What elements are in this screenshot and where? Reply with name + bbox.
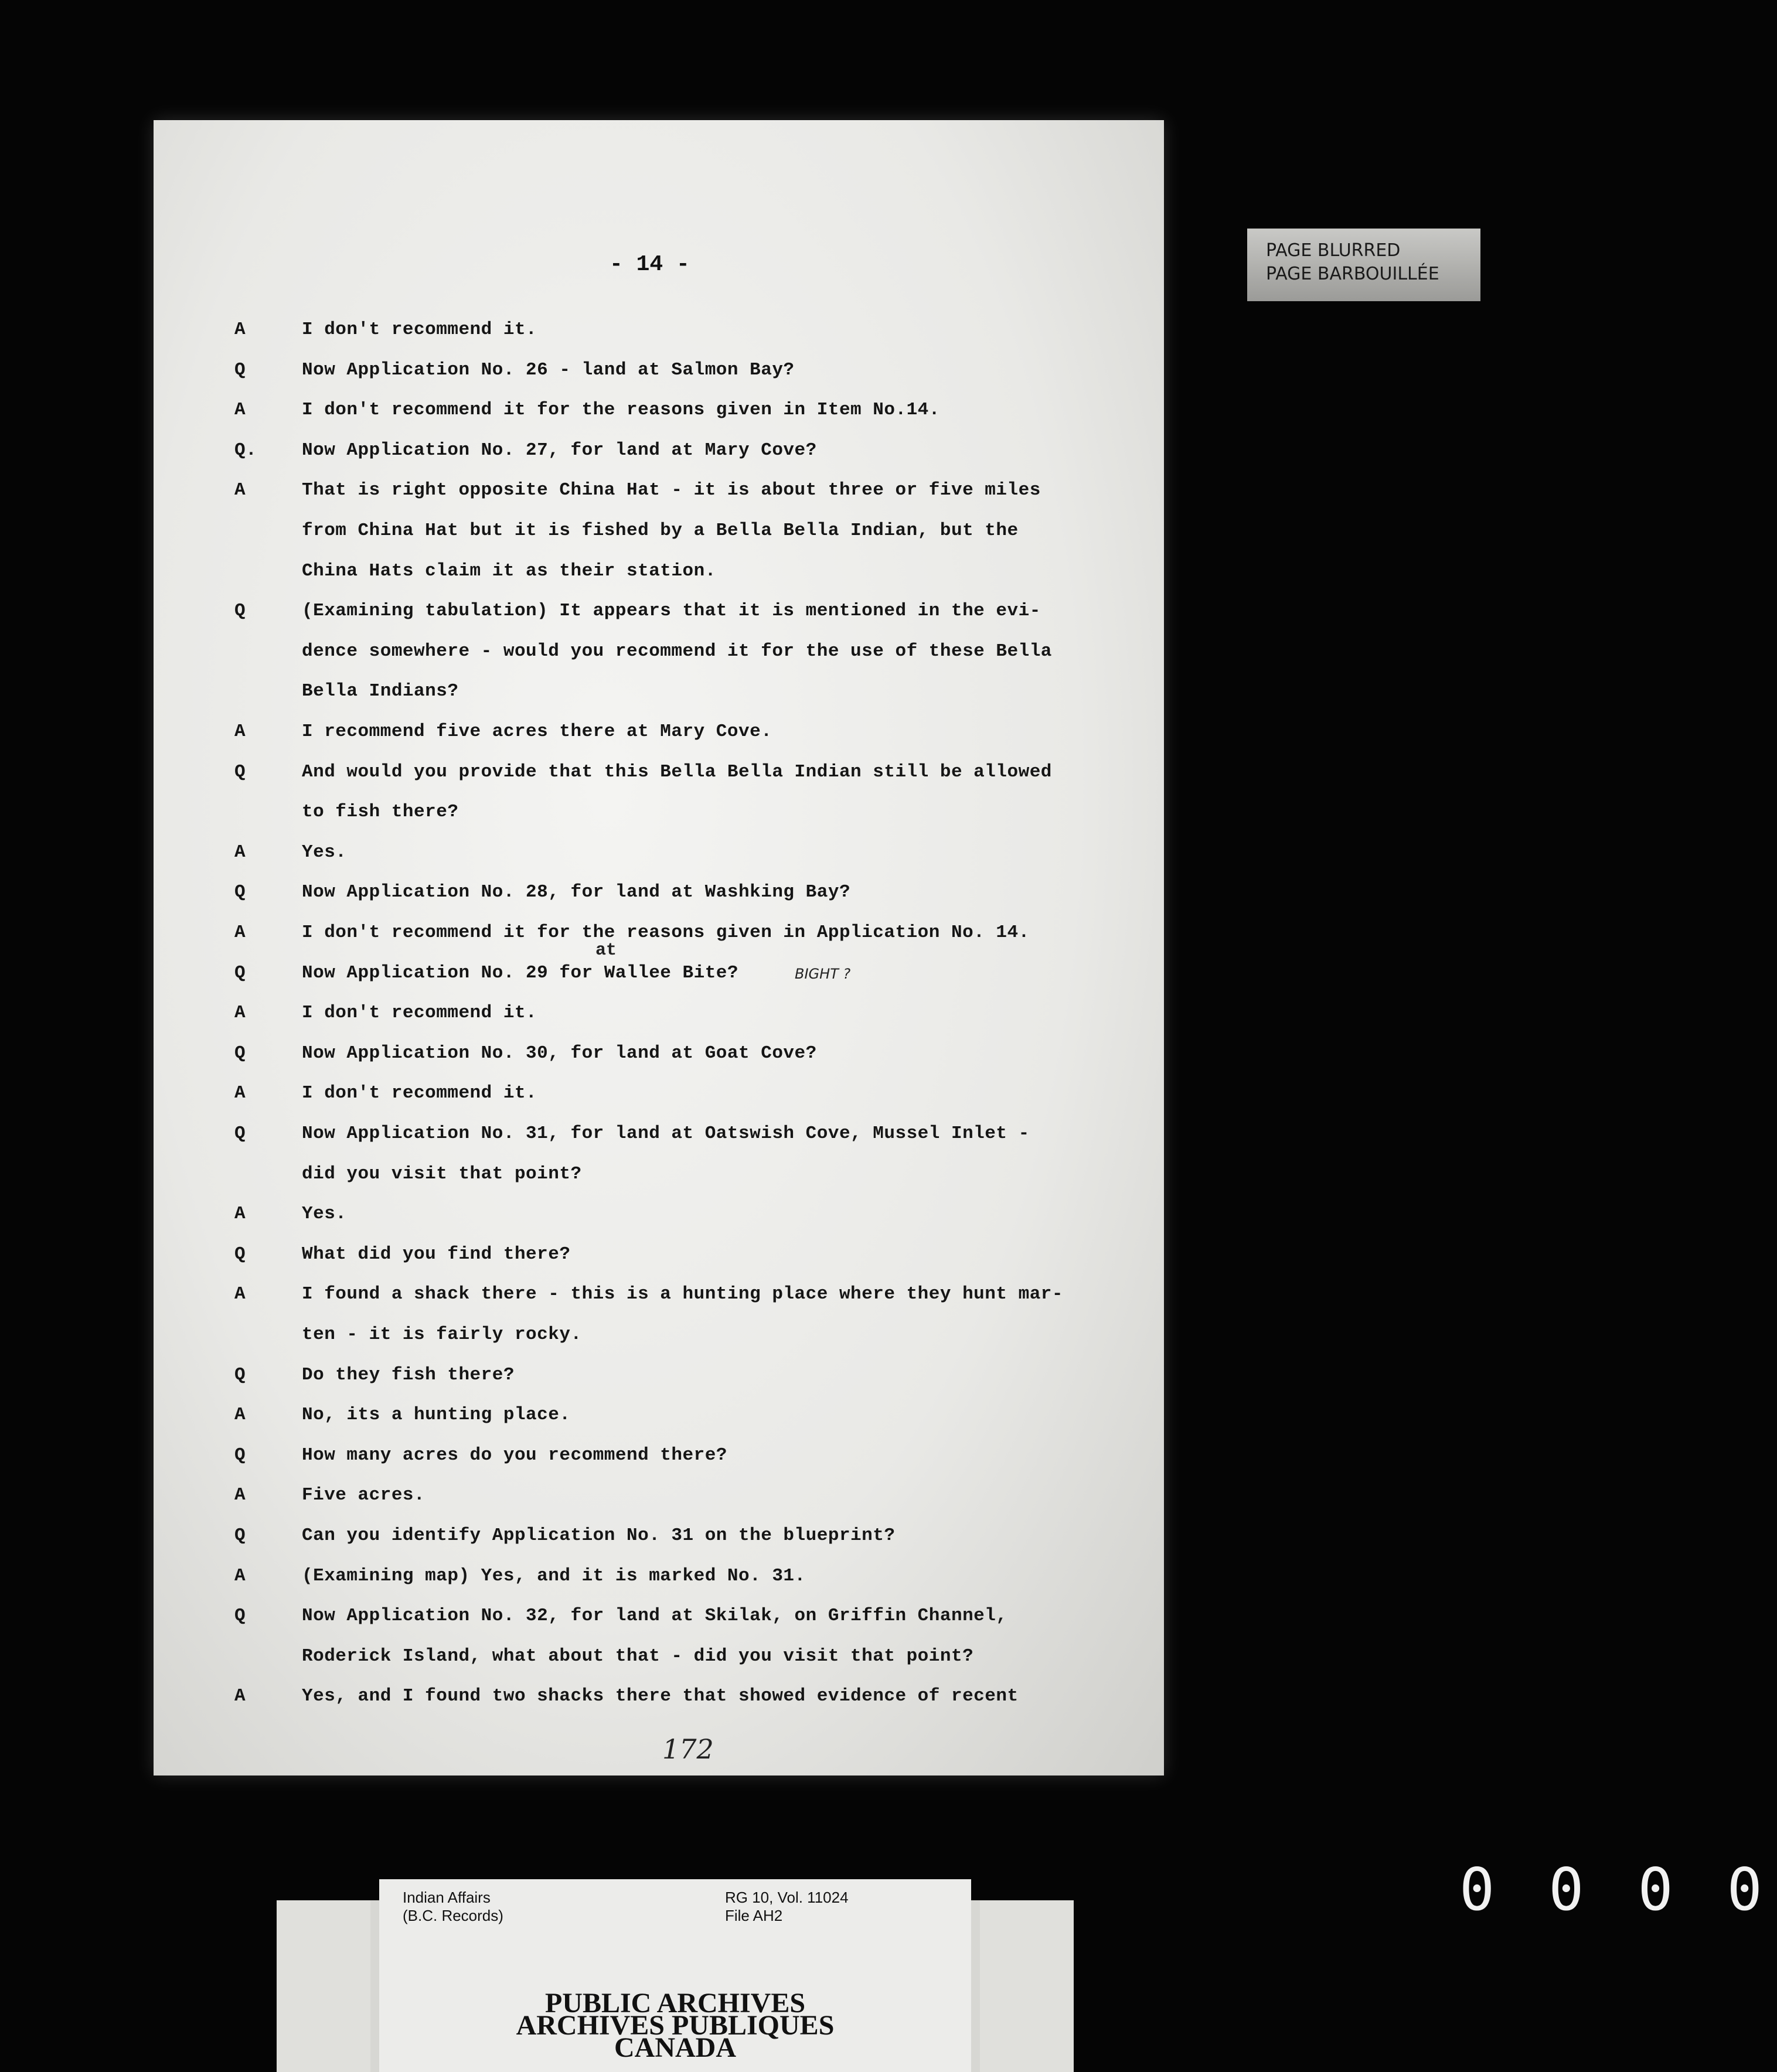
line-text: How many acres do you recommend there? — [302, 1444, 727, 1466]
page-number: - 14 - — [610, 252, 690, 277]
line-text: Now Application No. 29 for Wallee Bite? — [302, 962, 739, 983]
handwritten-annotation: BIGHT ? — [795, 966, 851, 982]
speaker-label: Q. — [234, 439, 257, 461]
speaker-label: Q — [234, 1525, 246, 1546]
speaker-label: A — [234, 1083, 246, 1104]
line-text: dence somewhere - would you recommend it for the use of these Bella — [302, 640, 1052, 662]
speaker-label: A — [234, 480, 246, 501]
speaker-label: A — [234, 721, 246, 742]
archive-department-line: Indian Affairs — [403, 1889, 491, 1906]
line-text: Do they fish there? — [302, 1364, 515, 1385]
line-text: from China Hat but it is fished by a Bella Bella Indian, but the — [302, 520, 1019, 541]
speaker-label: Q — [234, 1042, 246, 1064]
speaker-label: A — [234, 922, 246, 943]
frame-digit: 0 — [1459, 1855, 1495, 1924]
line-text: I don't recommend it. — [302, 319, 537, 340]
line-text: Yes. — [302, 841, 347, 863]
speaker-label: A — [234, 1284, 246, 1305]
line-text: Roderick Island, what about that - did you visit that point? — [302, 1645, 974, 1667]
handwritten-page-number: 172 — [662, 1733, 714, 1765]
frame-counter — [1459, 1855, 1776, 1925]
frame-digit: 0 — [1727, 1855, 1762, 1924]
archive-title-english: PUBLIC ARCHIVES — [544, 1988, 806, 2019]
speaker-label: Q — [234, 962, 246, 983]
line-text: I recommend five acres there at Mary Cove. — [302, 721, 772, 742]
frame-digit: 0 — [1548, 1855, 1584, 1924]
speaker-label: Q — [234, 882, 246, 903]
speaker-label: A — [234, 1405, 246, 1426]
line-text: I don't recommend it. — [302, 1083, 537, 1104]
speaker-label: A — [234, 1485, 246, 1506]
speaker-label: Q — [234, 601, 246, 622]
archive-title-country: CANADA — [614, 2032, 736, 2063]
frame-digit: 0 — [1638, 1855, 1673, 1924]
line-text: Now Application No. 28, for land at Washking Bay? — [302, 882, 851, 903]
speaker-label: Q — [234, 1123, 246, 1144]
blur-label-french: PAGE BARBOUILLÉE — [1266, 264, 1439, 284]
speaker-label: A — [234, 1204, 246, 1225]
line-text: I don't recommend it for the reasons given in Item No.14. — [302, 400, 940, 421]
line-text: (Examining map) Yes, and it is marked No. 31. — [302, 1565, 806, 1586]
line-text: Can you identify Application No. 31 on the blueprint? — [302, 1525, 896, 1546]
line-text: Now Application No. 32, for land at Skilak, on Griffin Channel, — [302, 1606, 1007, 1627]
line-text: What did you find there? — [302, 1243, 571, 1265]
line-text: Now Application No. 27, for land at Mary Cove? — [302, 439, 817, 461]
page-blurred-label — [1247, 229, 1480, 301]
archive-strip-right — [980, 1900, 1074, 2072]
speaker-label: A — [234, 1003, 246, 1024]
line-text: And would you provide that this Bella Bella Indian still be allowed — [302, 761, 1052, 782]
line-text: (Examining tabulation) It appears that it is mentioned in the evi- — [302, 601, 1041, 622]
speaker-label: A — [234, 1686, 246, 1707]
line-text: I don't recommend it for the reasons given in Application No. 14. — [302, 922, 1030, 943]
line-text: Yes. — [302, 1204, 347, 1225]
line-text: did you visit that point? — [302, 1163, 582, 1184]
line-text: Bella Indians? — [302, 681, 459, 702]
line-text: Yes, and I found two shacks there that showed evidence of recent — [302, 1686, 1019, 1707]
speaker-label: Q — [234, 761, 246, 782]
archive-department — [403, 1889, 503, 1925]
speaker-label: Q — [234, 1444, 246, 1466]
speaker-label: Q — [234, 359, 246, 380]
archive-strip — [277, 1889, 1074, 2072]
archive-title-french: ARCHIVES PUBLIQUES — [516, 2010, 835, 2041]
line-text: Now Application No. 31, for land at Oatswish Cove, Mussel Inlet - — [302, 1123, 1030, 1144]
archive-reference — [725, 1889, 849, 1925]
line-text: to fish there? — [302, 802, 459, 823]
speaker-label: Q — [234, 1364, 246, 1385]
line-text: I don't recommend it. — [302, 1003, 537, 1024]
archive-card — [379, 1879, 971, 2072]
archive-volume-line: RG 10, Vol. 11024 — [725, 1889, 849, 1906]
line-text: Five acres. — [302, 1485, 425, 1506]
speaker-label: A — [234, 841, 246, 863]
line-text: Now Application No. 30, for land at Goat Cove? — [302, 1042, 817, 1064]
line-text: I found a shack there - this is a hunting place where they hunt mar- — [302, 1284, 1064, 1305]
archive-records-line: (B.C. Records) — [403, 1907, 503, 1924]
line-text: That is right opposite China Hat - it is about three or five miles — [302, 480, 1041, 501]
blur-label-english: PAGE BLURRED — [1266, 240, 1401, 261]
archive-file-line: File AH2 — [725, 1907, 783, 1924]
speaker-label: Q — [234, 1606, 246, 1627]
line-text: Now Application No. 26 - land at Salmon Bay? — [302, 359, 795, 380]
speaker-label: A — [234, 400, 246, 421]
archive-strip-left — [277, 1900, 370, 2072]
speaker-label: Q — [234, 1243, 246, 1265]
line-text: China Hats claim it as their station. — [302, 560, 716, 581]
speaker-label: A — [234, 319, 246, 340]
line-text: No, its a hunting place. — [302, 1405, 571, 1426]
speaker-label: A — [234, 1565, 246, 1586]
line-text: ten - it is fairly rocky. — [302, 1324, 582, 1345]
handwritten-insertion: at — [595, 940, 617, 960]
